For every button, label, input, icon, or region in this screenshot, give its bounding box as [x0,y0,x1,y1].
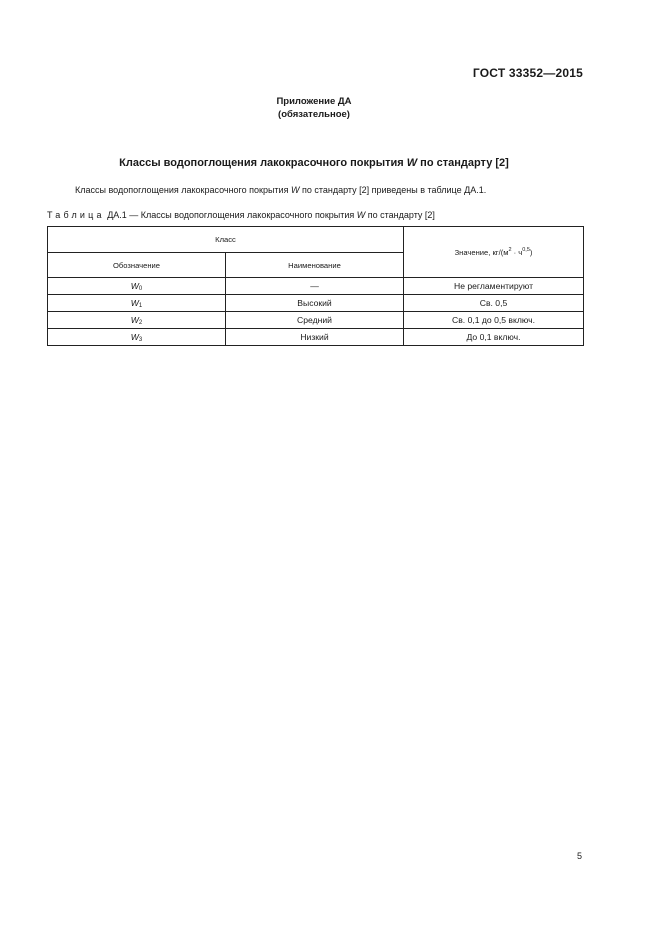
cell-name: Средний [226,312,404,329]
section-title-part1: Классы водопоглощения лакокрасочного покрытия [119,157,407,169]
header-value-sup2: 0,5 [522,247,530,253]
intro-part1: Классы водопоглощения лакокрасочного покрытия [75,185,291,195]
header-value-sup1: 2 [508,247,512,253]
table-caption-part1: ДА.1 — Классы водопоглощения лакокрасочного покрытия [104,210,357,220]
document-code: ГОСТ 33352—2015 [472,66,583,80]
cell-name: Высокий [226,295,404,312]
intro-part2: по стандарту [2] приведены в таблице ДА.1. [299,185,487,195]
class-subscript: 2 [138,319,143,326]
section-title [0,157,628,169]
intro-paragraph [75,185,486,195]
cell-name: — [226,278,404,295]
header-value-mid: · ч [511,248,523,257]
header-designation: Обозначение [48,253,226,278]
header-class: Класс [48,227,404,253]
cell-value: Не регламентируют [404,278,584,295]
table-row [48,278,584,295]
class-letter: W [130,331,139,342]
class-subscript: 1 [138,302,143,309]
table-caption [47,210,435,220]
class-letter: W [130,314,139,325]
table-row [48,295,584,312]
class-letter: W [130,280,139,291]
section-title-italic: W [406,157,418,169]
header-value-suffix: ) [529,248,533,257]
table-caption-part2: по стандарту [2] [365,210,435,220]
cell-designation [48,312,226,329]
table-row [48,329,584,346]
table-caption-label: Таблица [47,210,105,220]
table-row [48,312,584,329]
page-number: 5 [577,851,583,861]
class-subscript: 0 [138,285,143,292]
classes-table [47,226,584,346]
table-caption-italic: W [356,210,366,220]
intro-italic: W [290,185,300,195]
header-name: Наименование [226,253,404,278]
annex-title: Приложение ДА [276,96,352,107]
cell-value: До 0,1 включ. [404,329,584,346]
header-value [404,227,584,278]
section-title-part2: по стандарту [2] [417,157,509,169]
class-letter: W [130,297,139,308]
header-value-prefix: Значение, кг/(м [454,248,509,257]
cell-value: Св. 0,5 [404,295,584,312]
annex-heading [0,95,628,121]
cell-name: Низкий [226,329,404,346]
class-subscript: 3 [138,336,143,343]
cell-designation [48,295,226,312]
cell-designation [48,278,226,295]
cell-designation [48,329,226,346]
annex-status: (обязательное) [278,109,350,120]
cell-value: Св. 0,1 до 0,5 включ. [404,312,584,329]
